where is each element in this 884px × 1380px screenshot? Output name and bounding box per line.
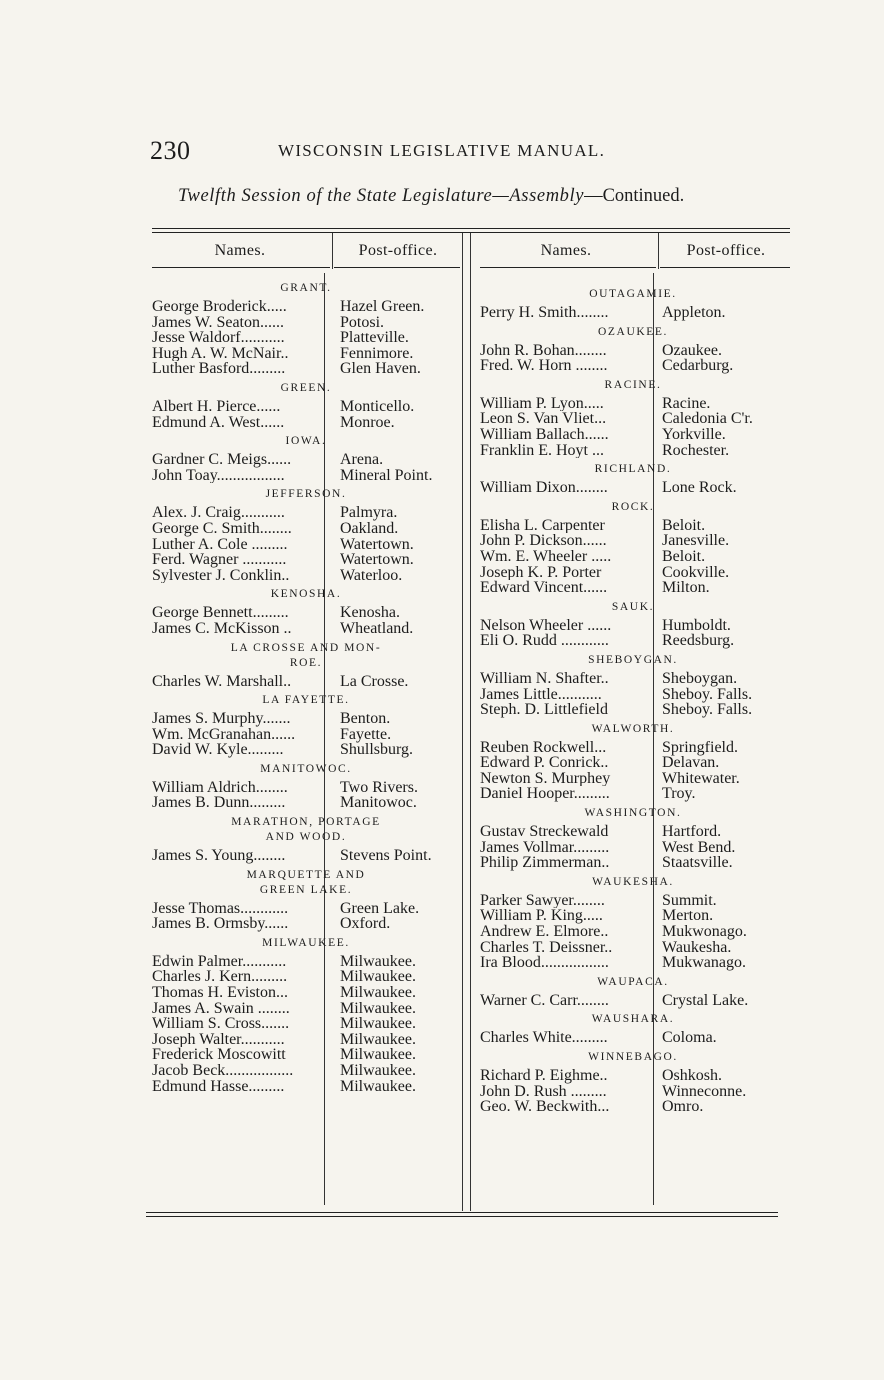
list-item: George C. Smith........ Oakland.: [152, 519, 399, 537]
right-post-rule: [660, 267, 790, 268]
county-heading: OUTAGAMIE.: [589, 288, 677, 300]
list-item: Parker Sawyer........ Summit.: [480, 891, 717, 909]
list-item: William N. Shafter.. Sheboygan.: [480, 669, 738, 687]
county-heading: SAUK.: [611, 600, 655, 613]
left-header-row: [152, 233, 460, 267]
list-item: Luther A. Cole ......... Watertown.: [152, 535, 414, 553]
list-item: Newton S. Murphey Whitewater.: [480, 769, 740, 787]
list-item: Nelson Wheeler ...... Humboldt.: [480, 616, 731, 634]
list-item: Reuben Rockwell... Springfield.: [480, 738, 738, 756]
list-item: Albert H. Pierce...... Monticello.: [152, 397, 415, 415]
list-item: James S. Young........ Stevens Point.: [152, 847, 432, 865]
county-heading: IOWA.: [285, 435, 327, 448]
county-heading-cont: ROE.: [289, 656, 323, 669]
list-item: Wm. E. Wheeler ..... Beloit.: [480, 547, 706, 565]
list-item: John D. Rush ......... Winneconne.: [480, 1082, 747, 1100]
list-item: James B. Ormsby...... Oxford.: [152, 915, 391, 933]
list-item: Jesse Thomas............ Green Lake.: [152, 899, 420, 917]
top-rule-1: [152, 228, 790, 229]
list-item: Edmund A. West...... Monroe.: [152, 413, 395, 431]
page-number: 230: [150, 136, 191, 165]
left-names-header: Names.: [214, 242, 266, 259]
list-item: William Aldrich........ Two Rivers.: [152, 778, 418, 796]
list-item: Jesse Waldorf........... Platteville.: [152, 329, 409, 347]
running-title: WISCONSIN LEGISLATIVE MANUAL.: [278, 141, 606, 160]
county-heading: JEFFERSON.: [265, 488, 347, 501]
list-item: John P. Dickson...... Janesville.: [480, 532, 730, 550]
list-item: Fred. W. Horn ........ Cedarburg.: [480, 357, 734, 375]
table-subtitle: [178, 186, 684, 207]
list-item: John Toay................. Mineral Point.: [152, 466, 433, 484]
left-post-rule: [334, 267, 460, 268]
list-item: Gustav Streckewald Hartford.: [480, 823, 722, 841]
county-heading: WASHINGTON.: [584, 807, 682, 820]
county-heading-cont: AND WOOD.: [265, 831, 347, 844]
list-item: Perry H. Smith........ Appleton.: [480, 304, 726, 321]
center-divider-2: [470, 233, 471, 1211]
list-item: Ferd. Wagner ........... Watertown.: [152, 551, 414, 569]
county-heading: GRANT.: [280, 282, 332, 294]
list-item: James Vollmar......... West Bend.: [480, 838, 736, 856]
list-item: Edward Vincent...... Milton.: [480, 579, 710, 597]
left-column: [152, 233, 460, 1213]
county-heading: WALWORTH.: [591, 722, 675, 735]
list-item: Geo. W. Beckwith... Omro.: [480, 1098, 704, 1116]
list-item: Frederick Moscowitt Milwaukee.: [152, 1046, 416, 1064]
county-heading: WINNEBAGO.: [588, 1051, 678, 1063]
list-item: James A. Swain ........ Milwaukee.: [152, 999, 416, 1017]
list-item: Eli O. Rudd ............ Reedsburg.: [480, 632, 735, 650]
list-item: John R. Bohan........ Ozaukee.: [480, 341, 722, 359]
list-item: Hugh A. W. McNair.. Fennimore.: [152, 344, 414, 362]
list-item: Charles T. Deissner.. Waukesha.: [480, 938, 732, 956]
county-heading: MARQUETTE AND: [246, 868, 366, 881]
county-heading: MILWAUKEE.: [262, 936, 350, 949]
list-item: Charles White......... Coloma.: [480, 1029, 717, 1047]
list-item: Warner C. Carr........ Crystal Lake.: [480, 991, 749, 1009]
list-item: Alex. J. Craig........... Palmyra.: [152, 504, 398, 522]
assembly-table: [152, 233, 790, 1213]
list-item: Sylvester J. Conklin.. Waterloo.: [152, 566, 403, 584]
bottom-rule-2: [146, 1216, 778, 1217]
subtitle-italic: Twelfth Session of the State Legislature—Assembly: [178, 186, 585, 206]
list-item: George Broderick..... Hazel Green.: [152, 298, 425, 315]
list-item: Gardner C. Meigs...... Arena.: [152, 451, 384, 469]
list-item: Luther Basford......... Glen Haven.: [152, 360, 421, 378]
list-item: William Dixon........ Lone Rock.: [480, 479, 737, 497]
list-item: Joseph K. P. Porter Cookville.: [480, 563, 730, 581]
county-heading: OZAUKEE.: [598, 325, 668, 338]
list-item: James W. Seaton...... Potosi.: [152, 313, 385, 331]
list-item: James C. McKisson .. Wheatland.: [152, 619, 414, 637]
list-item: Andrew E. Elmore.. Mukwonago.: [480, 923, 747, 941]
list-item: William P. Lyon..... Racine.: [480, 394, 711, 412]
list-item: Charles J. Kern......... Milwaukee.: [152, 968, 416, 986]
list-item: Steph. D. Littlefield Sheboy. Falls.: [480, 701, 753, 719]
list-item: Joseph Walter........... Milwaukee.: [152, 1030, 416, 1048]
county-heading: ROCK.: [611, 500, 655, 513]
list-item: Thomas H. Eviston... Milwaukee.: [152, 984, 416, 1002]
county-heading: SHEBOYGAN.: [588, 653, 678, 666]
county-heading-cont: GREEN LAKE.: [259, 883, 353, 896]
county-heading: RICHLAND.: [594, 463, 672, 476]
list-item: Franklin E. Hoyt ... Rochester.: [480, 441, 730, 459]
county-heading: GREEN.: [280, 381, 332, 394]
right-column: [476, 233, 790, 1213]
list-item: Ira Blood................. Mukwanago.: [480, 954, 746, 972]
list-item: James B. Dunn......... Manitowoc.: [152, 794, 417, 812]
county-heading: MARATHON, PORTAGE: [231, 816, 381, 829]
list-item: William S. Cross....... Milwaukee.: [152, 1015, 416, 1033]
list-item: Charles W. Marshall.. La Crosse.: [152, 672, 409, 690]
subtitle-plain: —Continued.: [584, 186, 685, 206]
list-item: Richard P. Eighme.. Oshkosh.: [480, 1067, 723, 1084]
right-header-row: [476, 233, 790, 267]
county-heading: KENOSHA.: [270, 588, 342, 601]
center-divider-1: [462, 233, 463, 1211]
list-item: George Bennett......... Kenosha.: [152, 604, 400, 622]
list-item: James S. Murphy....... Benton.: [152, 710, 391, 728]
county-heading: RACINE.: [604, 378, 662, 391]
list-item: James Little........... Sheboy. Falls.: [480, 685, 753, 703]
list-item: Philip Zimmerman.. Staatsville.: [480, 854, 733, 872]
left-names-rule: [152, 267, 330, 268]
county-heading: MANITOWOC.: [260, 762, 352, 775]
list-item: Elisha L. Carpenter Beloit.: [480, 516, 706, 534]
right-names-header: Names.: [540, 242, 592, 259]
list-item: Jacob Beck................. Milwaukee.: [152, 1062, 416, 1079]
list-item: Daniel Hooper......... Troy.: [480, 785, 696, 803]
county-heading: WAUKESHA.: [592, 875, 674, 888]
list-item: David W. Kyle......... Shullsburg.: [152, 741, 414, 759]
page-header: [150, 136, 770, 168]
left-post-header: Post-office.: [358, 242, 438, 259]
bottom-rule-1: [146, 1212, 778, 1213]
county-heading: LA FAYETTE.: [262, 694, 350, 707]
list-item: Wm. McGranahan...... Fayette.: [152, 725, 392, 743]
list-item: Edwin Palmer........... Milwaukee.: [152, 952, 416, 970]
list-item: William Ballach...... Yorkville.: [480, 425, 726, 443]
list-item: Edward P. Conrick.. Delavan.: [480, 754, 720, 772]
county-heading: WAUPACA.: [597, 975, 669, 988]
list-item: Leon S. Van Vliet... Caledonia C'r.: [480, 410, 753, 428]
right-names-rule: [480, 267, 656, 268]
list-item: William P. King..... Merton.: [480, 907, 714, 925]
county-heading: WAUSHARA.: [591, 1013, 675, 1026]
right-post-header: Post-office.: [686, 242, 766, 259]
list-item: Edmund Hasse......... Milwaukee.: [152, 1077, 416, 1095]
right-body: [476, 283, 790, 1115]
left-body: [152, 277, 460, 1094]
county-heading: LA CROSSE AND MON-: [230, 641, 382, 654]
